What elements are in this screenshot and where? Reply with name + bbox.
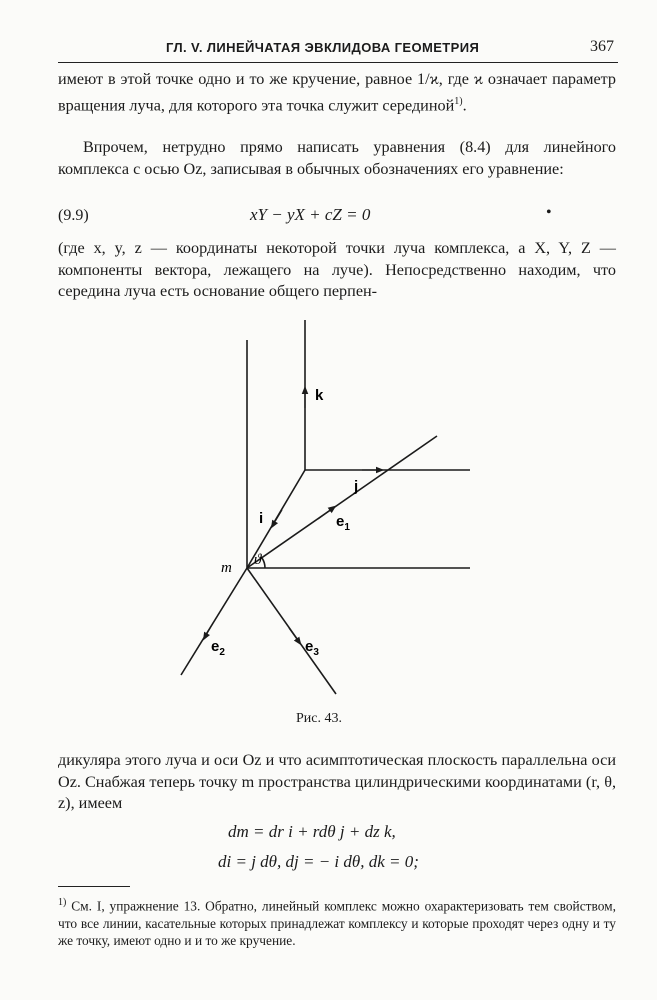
- label-i: i: [259, 510, 264, 527]
- footnote: [58, 894, 616, 950]
- label-j: j: [354, 478, 359, 495]
- footnote-ref: 1): [454, 95, 463, 107]
- label-e2-base: e: [211, 638, 220, 655]
- ray-left-line: [181, 568, 247, 675]
- label-e1-base: e: [336, 513, 345, 530]
- arrow-e2: [205, 623, 213, 637]
- chapter-title: ГЛ. V. ЛИНЕЙЧАТАЯ ЭВКЛИДОВА ГЕОМЕТРИЯ: [166, 40, 480, 55]
- label-k: k: [315, 387, 324, 404]
- label-e3-base: e: [305, 638, 314, 655]
- label-e2: [211, 638, 225, 658]
- label-e3-sub: 3: [313, 647, 319, 658]
- running-header: [58, 38, 618, 63]
- label-e2-sub: 2: [219, 647, 225, 658]
- equation-dm: dm = dr i + rdθ j + dz k,: [228, 822, 396, 841]
- page-number: 367: [590, 38, 614, 55]
- paragraph-4: дикуляра этого луча и оси Oz и что асимптотическая плоскость параллельна оси Oz. Снабжая теперь точку m пространства цилиндрическими координатами (r, θ, z), имеем: [58, 751, 616, 813]
- footnote-mark: 1): [58, 897, 67, 908]
- label-e1: [336, 513, 350, 533]
- label-e1-sub: 1: [344, 522, 350, 533]
- label-m: m: [221, 560, 232, 576]
- arrow-e3: [289, 628, 299, 642]
- angle-arc: [262, 558, 265, 568]
- label-theta: ϑ: [254, 552, 262, 568]
- footnote-text: См. I, упражнение 13. Обратно, линейный комплекс можно охарактеризовать тем свойством, что все линии, касательные которых принадлежат комплексу и которые проходят через одну и ту же точку, имеют одно и и то же кручение.: [58, 898, 616, 949]
- paragraph-1: [58, 69, 616, 117]
- label-e3: [305, 638, 319, 658]
- figure-43: [0, 310, 657, 740]
- paragraph-1-text: имеют в этой точке одно и то же кручение, равное 1/ϰ, где ϰ означает параметр вращения луча, для которого эта точка служит серединой: [58, 70, 616, 115]
- paragraph-2: Впрочем, нетрудно прямо написать уравнения (8.4) для линейного комплекса с осью Oz, записывая в обычных обозначениях его уравнение:: [58, 138, 616, 178]
- equation-di: di = j dθ, dj = − i dθ, dk = 0;: [218, 852, 419, 871]
- margin-bullet: •: [546, 204, 552, 221]
- figure-caption: Рис. 43.: [296, 711, 342, 726]
- arrow-i: [273, 510, 282, 525]
- paragraph-3: (где x, y, z — координаты некоторой точки луча комплекса, а X, Y, Z — компоненты вектора, лежащего на луче). Непосредственно находим, что середина луча есть основание общего перпен-: [58, 239, 616, 301]
- line-e1: [247, 436, 437, 568]
- footnote-rule: [58, 886, 130, 887]
- equation-9-9: xY − yX + cZ = 0: [250, 205, 371, 224]
- equation-number-9-9: (9.9): [58, 207, 89, 224]
- paragraph-1-end: .: [462, 96, 467, 115]
- arrow-e1: [318, 508, 333, 519]
